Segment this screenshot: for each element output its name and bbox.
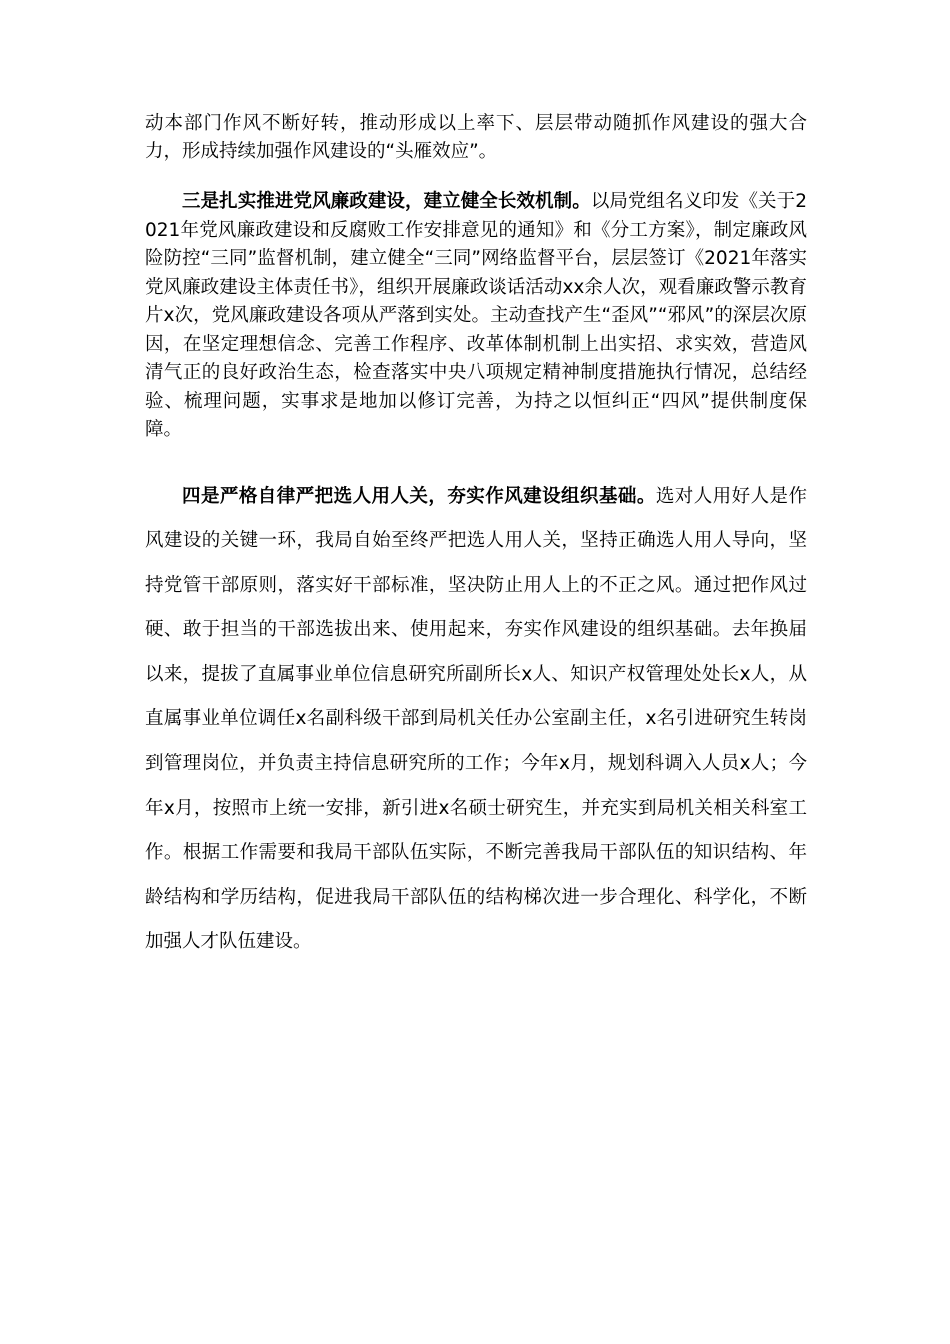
paragraph-3-heading: 四是严格自律严把选人用人关，夯实作风建设组织基础。 — [182, 485, 656, 507]
paragraph-2-text: 以局党组名义印发《关于2021年党风廉政建设和反腐败工作安排意见的通知》和《分工方案》，制定廉政风险防控“三同”监督机制，建立健全“三同”网络监督平台，层层签订《2021年落实党风廉政建设主体责任书》，组织开展廉政谈话活动xx余人次，观看廉政警示教育片x次，党风廉政建设各项从严落到实处。主动查找产生“歪风”“邪风”的深层次原因，在坚定理想信念、完善工作程序、改革体制机制上出实招、求实效，营造风清气正的良好政治生态，检查落实中央八项规定精神制度措施执行情况，总结经验、梳理问题，实事求是地加以修订完善，为持之以恒纠正“四风”提供制度保障。 — [145, 191, 807, 440]
paragraph-3-text: 选对人用好人是作风建设的关键一环，我局自始至终严把选人用人关，坚持正确选人用人导向，坚持党管干部原则，落实好干部标准，坚决防止用人上的不正之风。通过把作风过硬、敢于担当的干部选拔出来、使用起来，夯实作风建设的组织基础。去年换届以来，提拔了直属事业单位信息研究所副所长x人、知识产权管理处处长x人，从直属事业单位调任x名副科级干部到局机关任办公室副主任，x名引进研究生转岗到管理岗位，并负责主持信息研究所的工作；今年x月，规划科调入人员x人；今年x月，按照市上统一安排，新引进x名硕士研究生，并充实到局机关相关科室工作。根据工作需要和我局干部队伍实际，不断完善我局干部队伍的知识结构、年龄结构和学历结构，促进我局干部队伍的结构梯次进一步合理化、科学化，不断加强人才队伍建设。 — [145, 485, 807, 953]
paragraph-continuation — [145, 110, 807, 166]
paragraph-personnel-selection — [145, 475, 807, 966]
document-page — [145, 110, 807, 965]
paragraph-1-text: 动本部门作风不断好转，推动形成以上率下、层层带动随抓作风建设的强大合力，形成持续加强作风建设的“头雁效应”。 — [145, 113, 807, 162]
paragraph-2-heading: 三是扎实推进党风廉政建设，建立健全长效机制。 — [182, 191, 591, 212]
paragraph-party-integrity — [145, 188, 807, 445]
